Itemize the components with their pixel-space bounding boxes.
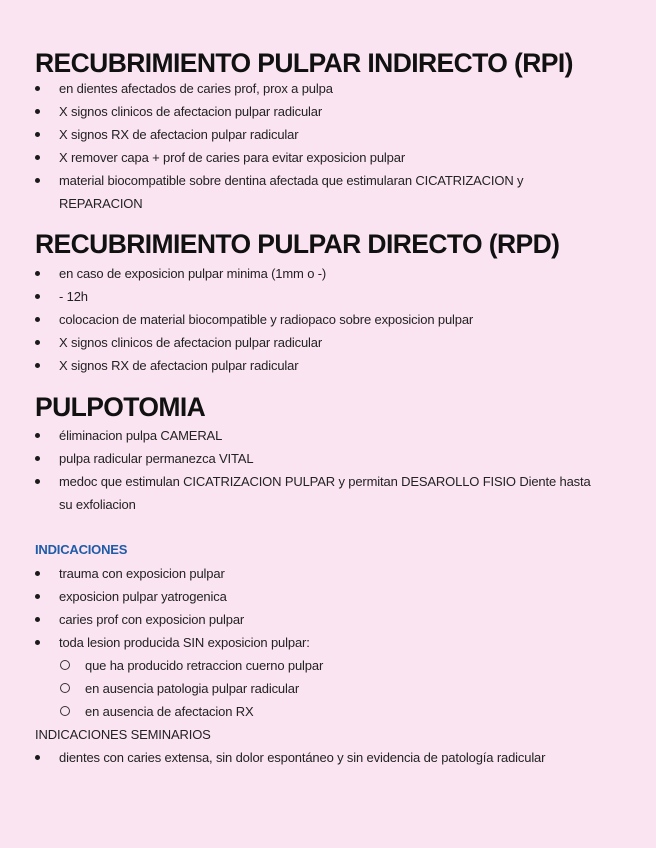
bullet-icon [35,178,40,183]
circle-bullet-icon [60,706,70,716]
list-item: éliminacion pulpa CAMERAL [0,424,599,447]
rpd-list [0,262,599,377]
list-item: X signos RX de afectacion pulpar radicular [0,354,599,377]
indicaciones-list [0,562,599,654]
section-title-pulpotomia: PULPOTOMIA [35,392,206,422]
bullet-icon [35,594,40,599]
list-item: caries prof con exposicion pulpar [0,608,599,631]
bullet-icon [35,86,40,91]
indicaciones-heading: INDICACIONES [35,542,128,557]
bullet-icon [35,294,40,299]
circle-bullet-icon [60,660,70,670]
pulpotomia-list [0,424,599,516]
bullet-icon [35,479,40,484]
indicaciones-sublist [0,654,323,723]
list-item: pulpa radicular permanezca VITAL [0,447,599,470]
list-item: X signos clinicos de afectacion pulpar radicular [0,100,599,123]
seminarios-heading: INDICACIONES SEMINARIOS [35,727,211,742]
bullet-icon [35,271,40,276]
list-item: - 12h [0,285,599,308]
circle-bullet-icon [60,683,70,693]
sub-list-item: en ausencia patologia pulpar radicular [0,677,323,700]
seminarios-list [0,746,599,769]
bullet-icon [35,617,40,622]
list-item: toda lesion producida SIN exposicion pulpar: [0,631,599,654]
list-item: exposicion pulpar yatrogenica [0,585,599,608]
bullet-icon [35,340,40,345]
list-item: X signos RX de afectacion pulpar radicular [0,123,599,146]
list-item: en dientes afectados de caries prof, prox a pulpa [0,77,599,100]
bullet-icon [35,433,40,438]
list-item: X remover capa + prof de caries para evitar exposicion pulpar [0,146,599,169]
bullet-icon [35,571,40,576]
rpi-list [0,77,599,215]
list-item: medoc que estimulan CICATRIZACION PULPAR y permitan DESAROLLO FISIO Diente hasta su exfoliacion [0,470,599,516]
bullet-icon [35,456,40,461]
bullet-icon [35,755,40,760]
bullet-icon [35,317,40,322]
bullet-icon [35,132,40,137]
section-title-rpi: RECUBRIMIENTO PULPAR INDIRECTO (RPI) [35,48,573,78]
sub-list-item: que ha producido retraccion cuerno pulpar [0,654,323,677]
bullet-icon [35,640,40,645]
list-item: X signos clinicos de afectacion pulpar radicular [0,331,599,354]
bullet-icon [35,363,40,368]
bullet-icon [35,109,40,114]
section-title-rpd: RECUBRIMIENTO PULPAR DIRECTO (RPD) [35,229,560,259]
list-item: material biocompatible sobre dentina afectada que estimularan CICATRIZACION y REPARACION [0,169,599,215]
sub-list-item: en ausencia de afectacion RX [0,700,323,723]
list-item: trauma con exposicion pulpar [0,562,599,585]
list-item: en caso de exposicion pulpar minima (1mm o -) [0,262,599,285]
list-item: dientes con caries extensa, sin dolor espontáneo y sin evidencia de patología radicular [0,746,599,769]
bullet-icon [35,155,40,160]
list-item: colocacion de material biocompatible y radiopaco sobre exposicion pulpar [0,308,599,331]
